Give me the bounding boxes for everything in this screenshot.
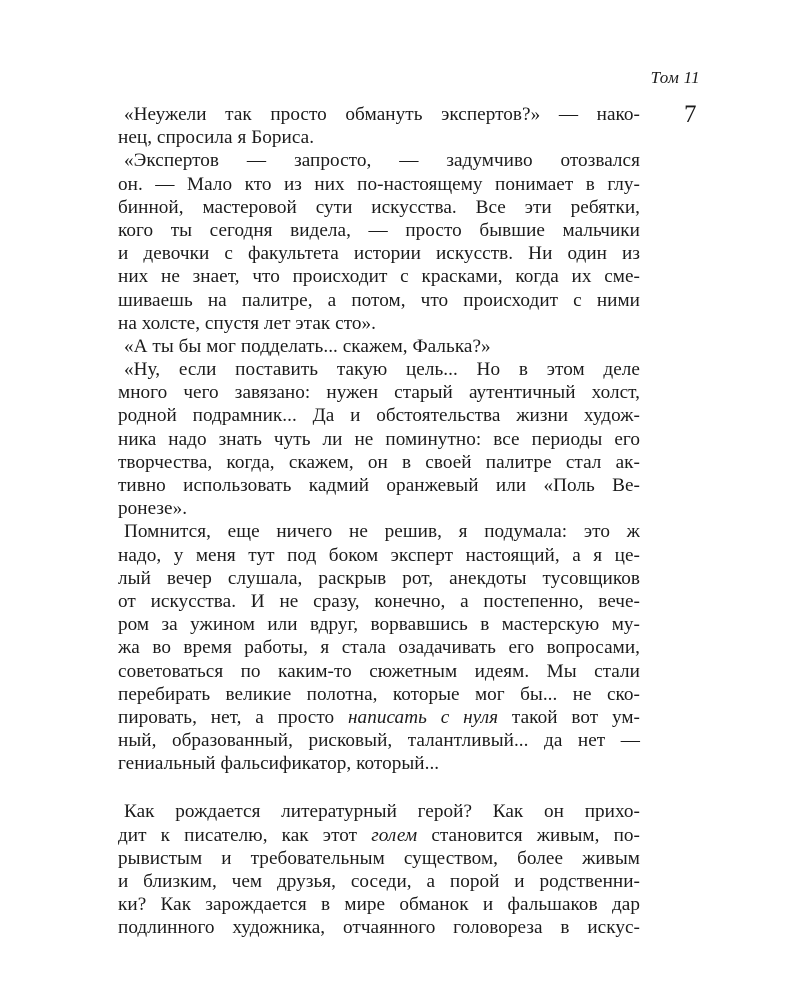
text-line: «Экспертов — запросто, — задумчиво отозвался (124, 150, 640, 172)
text-line: на холсте, спустя лет этак сто». (118, 312, 377, 334)
page-number: 7 (684, 101, 697, 128)
text-line: Помнится, еще ничего не решив, я подумала: это ж (124, 521, 640, 543)
text-line: родной подрамник... Да и обстоятельства жизни худож- (118, 405, 640, 427)
text-line: творчества, когда, скажем, он в своей палитре стал ак- (118, 451, 640, 473)
text-line: ный, образованный, рисковый, талантливый... да нет — (118, 730, 640, 752)
text-line: он. — Мало кто из них по-настоящему понимает в глу- (118, 173, 640, 195)
text-line: советоваться по каким-то сюжетным идеям. Мы стали (118, 660, 640, 682)
text-line: и близким, чем друзья, соседи, а порой и родственни- (118, 871, 640, 892)
text-line: много чего завязано: нужен старый аутентичный холст, (118, 382, 640, 404)
text-line: перебирать великие полотна, которые мог бы... не ско- (118, 683, 640, 705)
text-segment: такой вот ум- (498, 706, 640, 728)
text-line: надо, у меня тут под боком эксперт настоящий, а я це- (118, 544, 640, 566)
text-line: тивно использовать кадмий оранжевый или «Поль Ве- (118, 475, 640, 496)
text-line: «А ты бы мог подделать... скажем, Фалька?» (124, 335, 491, 357)
text-line: кого ты сегодня видела, — просто бывшие мальчики (118, 219, 640, 241)
italic-phrase: написать с нуля (347, 706, 499, 728)
text-segment: дит к писателю, как этот (118, 824, 372, 846)
text-line: гениальный фальсификатор, который... (118, 753, 440, 775)
text-line: Как рождается литературный герой? Как он прихо- (124, 801, 640, 823)
text-line: от искусства. И не сразу, конечно, а постепенно, вече- (118, 590, 640, 612)
body-text (118, 103, 640, 940)
text-line: жа во время работы, я стала озадачивать его вопросами, (118, 637, 640, 659)
text-line: лый вечер слушала, раскрыв рот, анекдоты тусовщиков (118, 567, 640, 589)
text-line: ром за ужином или вдруг, ворвавшись в мастерскую му- (118, 614, 640, 636)
text-line: шиваешь на палитре, а потом, что происходит с ними (118, 289, 640, 311)
text-line: них не знает, что происходит с красками, когда их сме- (118, 266, 640, 288)
text-line (118, 706, 640, 729)
text-line: подлинного художника, отчаянного головореза в искус- (118, 917, 640, 939)
italic-phrase: голем (371, 824, 418, 846)
text-line: ника надо знать чуть ли не поминутно: все периоды его (118, 428, 640, 450)
text-line: «Неужели так просто обмануть экспертов?» — нако- (124, 104, 640, 125)
text-line: «Ну, если поставить такую цель... Но в этом деле (124, 359, 640, 381)
text-line: бинной, мастеровой сути искусства. Все эти ребятки, (118, 196, 640, 218)
text-line: нец, спросила я Бориса. (118, 127, 315, 149)
text-segment: пировать, нет, а просто (118, 706, 348, 728)
text-line: ки? Как зарождается в мире обманок и фальшаков дар (118, 894, 640, 916)
text-line: ронезе». (118, 498, 188, 520)
text-line: рывистым и требовательным существом, более живым (118, 847, 640, 869)
running-head: Том 11 (650, 68, 700, 87)
text-line: и девочки с факультета истории искусств. Ни один из (118, 243, 640, 265)
text-line (118, 824, 640, 847)
text-segment: становится живым, по- (417, 824, 640, 846)
section-break (118, 775, 640, 800)
